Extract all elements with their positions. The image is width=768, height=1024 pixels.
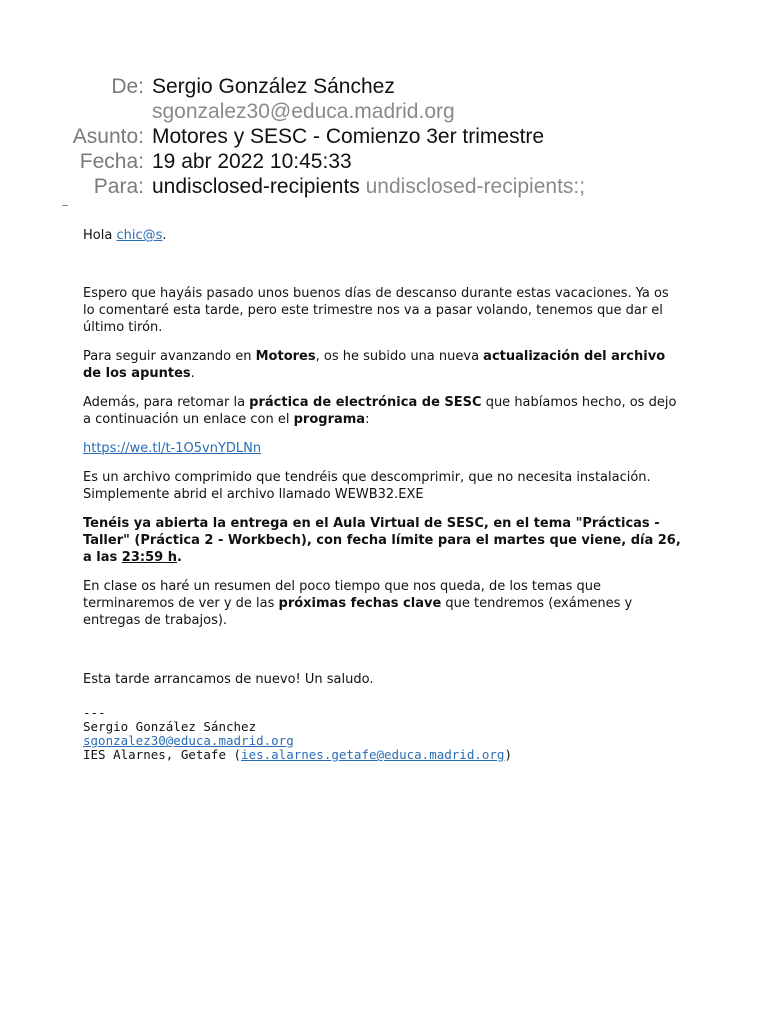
p5-a: Tenéis ya abierta la entrega en el Aula Virtual de SESC, en el tema "Prácticas - Taller" (Práctica 2 - Workbech), con fecha límite para el martes que viene, día 26, a las [83,516,681,565]
to-address: undisclosed-recipients:; [365,175,586,198]
signature-email-line [83,734,683,748]
p3-b: práctica de electrónica de SESC [249,395,482,410]
p6-c: que tendremos (exámenes y entregas de trabajos). [83,596,633,628]
paragraph-6 [83,578,683,629]
p5-b: 23:59 h [121,550,177,565]
p2-b: Motores [255,349,316,364]
paragraph-4: Es un archivo comprimido que tendréis que descomprimir, que no necesita instalación. Simplemente abrid el archivo llamado WEWB32.EXE [83,470,651,502]
email-body [83,227,683,762]
p3-a: Además, para retomar la [83,395,250,410]
paragraph-2 [83,348,683,382]
subject-row [0,124,768,149]
from-name: Sergio González Sánchez [152,75,395,98]
greeting [83,227,683,244]
p6-a: En clase os haré un resumen del poco tiempo que nos queda, de los temas que terminaremos de ver y de las [83,579,601,611]
email-header [0,74,768,199]
school-email[interactable]: ies.alarnes.getafe@educa.madrid.org [241,747,505,762]
from-label: De: [111,75,144,98]
p2-e: . [190,366,195,381]
to-label: Para: [93,175,144,198]
closing: Esta tarde arrancamos de nuevo! Un saludo. [83,672,374,687]
signature [83,706,683,762]
subject-label: Asunto: [72,125,144,148]
signature-name: Sergio González Sánchez [83,719,257,734]
greeting-text: Hola [83,228,117,243]
greeting-suffix: . [162,228,167,243]
p6-b: próximas fechas clave [278,596,442,611]
signature-email[interactable]: sgonzalez30@educa.madrid.org [83,733,294,748]
p3-c: que habíamos hecho, os dejo a continuación un enlace con el [83,395,677,427]
from-email-row [0,99,768,124]
header-divider [62,205,68,206]
p3-d: programa [293,412,366,427]
date-row [0,149,768,174]
download-link-line [83,440,683,457]
p2-d: actualización del archivo de los apuntes [83,349,666,381]
p5-c: . [176,550,182,565]
greeting-link[interactable]: chic@s [116,228,163,243]
date: 19 abr 2022 10:45:33 [152,150,352,173]
paragraph-1: Espero que hayáis pasado unos buenos días de descanso durante estas vacaciones. Ya os lo comentaré esta tarde, pero este trimestre nos va a pasar volando, tenemos que dar el último tirón. [83,286,669,335]
school-suffix: ) [504,747,512,762]
from-email[interactable]: sgonzalez30@educa.madrid.org [152,100,455,123]
date-label: Fecha: [79,150,144,173]
p2-a: Para seguir avanzando en [83,349,256,364]
to-row [0,174,768,199]
school-prefix: IES Alarnes, Getafe ( [83,747,242,762]
from-row [0,74,768,99]
p3-e: : [365,412,370,427]
paragraph-5 [83,515,683,566]
signature-school [83,748,683,762]
subject: Motores y SESC - Comienzo 3er trimestre [152,125,545,148]
download-link[interactable]: https://we.tl/t-1O5vnYDLNn [83,441,262,456]
paragraph-3 [83,394,683,428]
signature-separator: --- [83,705,106,720]
p2-c: , os he subido una nueva [315,349,484,364]
to-value [152,174,585,199]
to-name: undisclosed-recipients [152,175,360,198]
